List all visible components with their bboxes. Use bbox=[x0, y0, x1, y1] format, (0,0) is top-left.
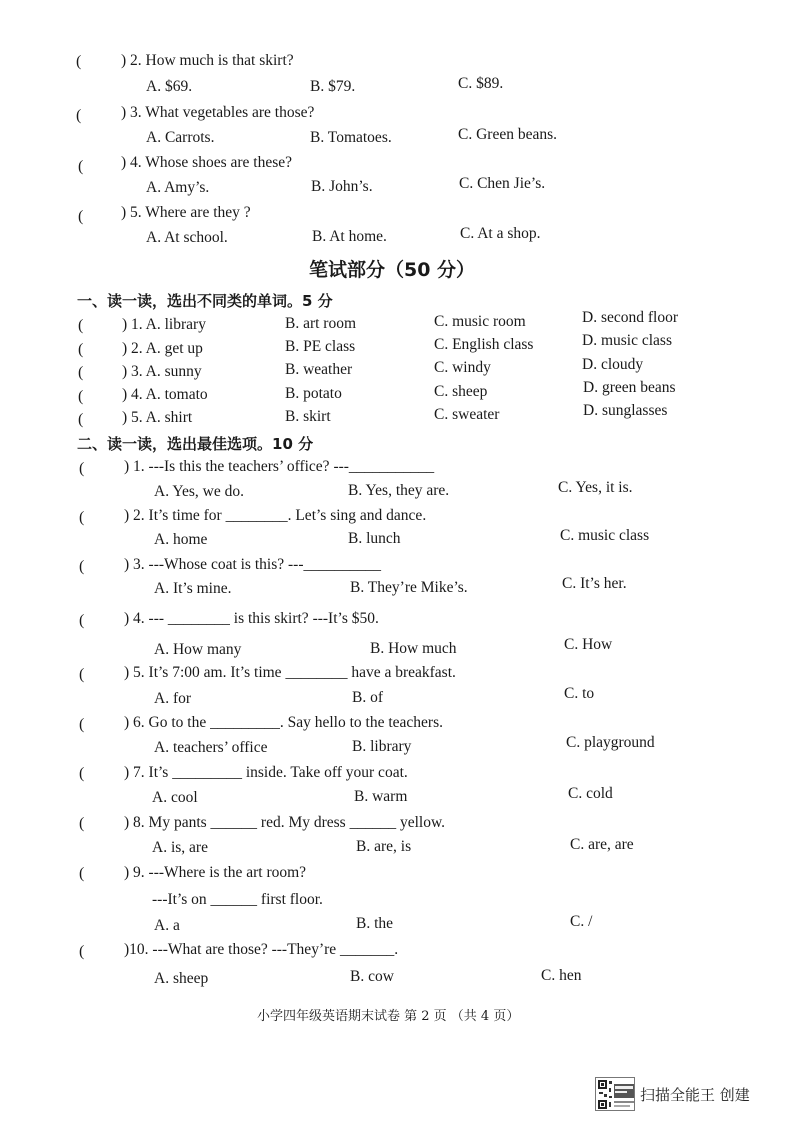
option-c: C. / bbox=[570, 913, 593, 930]
item-option-b: B. art room bbox=[285, 315, 357, 332]
question-text: ) 6. Go to the _________. Say hello to the teachers. bbox=[124, 714, 443, 731]
item-option-d: D. green beans bbox=[583, 379, 676, 396]
option-b: B. lunch bbox=[348, 530, 401, 547]
answer-paren: ( bbox=[78, 388, 84, 405]
option-c: C. playground bbox=[566, 734, 655, 751]
option-b: B. library bbox=[352, 738, 412, 755]
option-c: C. Yes, it is. bbox=[558, 479, 633, 496]
item-option-b: B. weather bbox=[285, 361, 353, 378]
part1-heading: 一、读一读，选出不同类的单词。5 分 bbox=[77, 292, 333, 310]
option-b: B. cow bbox=[350, 968, 394, 985]
option-c: C. $89. bbox=[458, 75, 504, 92]
answer-paren: ( bbox=[78, 158, 84, 175]
item-option-c: C. windy bbox=[434, 359, 491, 376]
answer-paren: ( bbox=[79, 815, 85, 832]
option-b: B. They’re Mike’s. bbox=[350, 579, 468, 596]
option-b: B. $79. bbox=[310, 78, 356, 95]
question-text: )10. ---What are those? ---They’re _______. bbox=[124, 941, 399, 958]
question-text: ) 5. Where are they ? bbox=[121, 204, 251, 221]
option-b: B. of bbox=[352, 689, 383, 706]
option-a: A. cool bbox=[152, 789, 198, 806]
item-option-c: C. music room bbox=[434, 313, 526, 330]
option-a: A. At school. bbox=[146, 229, 228, 246]
item-option-d: D. cloudy bbox=[582, 356, 644, 373]
item-option-a: ) 1. A. library bbox=[122, 316, 206, 333]
question-text: ) 4. Whose shoes are these? bbox=[121, 154, 293, 171]
option-c: C. It’s her. bbox=[562, 575, 627, 592]
option-a: A. Amy’s. bbox=[146, 179, 210, 196]
question-text: ) 3. ---Whose coat is this? ---__________ bbox=[124, 556, 381, 573]
question-text: ) 4. --- ________ is this skirt? ---It’s $50. bbox=[124, 610, 379, 627]
option-a: A. sheep bbox=[154, 970, 209, 987]
written-section-title: 笔试部分（50 分） bbox=[309, 259, 476, 281]
option-c: C. are, are bbox=[570, 836, 634, 853]
question-text: ) 8. My pants ______ red. My dress ______ yellow. bbox=[124, 814, 446, 831]
question-text: ) 1. ---Is this the teachers’ office? ---___________ bbox=[124, 458, 435, 475]
answer-paren: ( bbox=[79, 865, 85, 882]
page-footer: 小学四年级英语期末试卷 第 2 页 （共 4 页） bbox=[257, 1009, 520, 1024]
question-text: ) 9. ---Where is the art room? bbox=[124, 864, 307, 881]
option-a: A. home bbox=[154, 531, 208, 548]
question-text: ) 2. How much is that skirt? bbox=[121, 52, 294, 69]
option-a: A. It’s mine. bbox=[154, 580, 232, 597]
item-option-c: C. English class bbox=[434, 336, 534, 353]
item-option-b: B. potato bbox=[285, 385, 342, 402]
option-b: B. How much bbox=[370, 640, 457, 657]
option-c: C. At a shop. bbox=[460, 225, 541, 242]
item-option-c: C. sweater bbox=[434, 406, 500, 423]
option-b: B. Yes, they are. bbox=[348, 482, 450, 499]
item-option-b: B. PE class bbox=[285, 338, 356, 355]
question-text: ) 3. What vegetables are those? bbox=[121, 104, 315, 121]
question-text: ) 7. It’s _________ inside. Take off your coat. bbox=[124, 764, 408, 781]
option-a: A. $69. bbox=[146, 78, 193, 95]
item-option-a: ) 2. A. get up bbox=[122, 340, 203, 357]
option-b: B. warm bbox=[354, 788, 408, 805]
answer-paren: ( bbox=[79, 666, 85, 683]
item-option-c: C. sheep bbox=[434, 383, 488, 400]
answer-paren: ( bbox=[78, 364, 84, 381]
answer-paren: ( bbox=[78, 411, 84, 428]
option-b: B. the bbox=[356, 915, 394, 932]
option-b: B. John’s. bbox=[311, 178, 373, 195]
option-b: B. At home. bbox=[312, 228, 387, 245]
option-a: A. Carrots. bbox=[146, 129, 215, 146]
option-a: A. How many bbox=[154, 641, 242, 658]
item-option-b: B. skirt bbox=[285, 408, 331, 425]
qr-code-icon bbox=[595, 1077, 635, 1111]
option-a: A. for bbox=[154, 690, 192, 707]
part2-heading: 二、读一读，选出最佳选项。10 分 bbox=[77, 435, 314, 453]
option-b: B. are, is bbox=[356, 838, 412, 855]
answer-paren: ( bbox=[79, 460, 85, 477]
answer-paren: ( bbox=[79, 612, 85, 629]
option-a: A. teachers’ office bbox=[154, 739, 268, 756]
scanner-watermark-label: 扫描全能王 创建 bbox=[640, 1086, 750, 1104]
option-b: B. Tomatoes. bbox=[310, 129, 392, 146]
option-a: A. a bbox=[154, 917, 180, 934]
option-c: C. Green beans. bbox=[458, 126, 557, 143]
answer-paren: ( bbox=[79, 716, 85, 733]
option-c: C. Chen Jie’s. bbox=[459, 175, 546, 192]
answer-paren: ( bbox=[76, 53, 82, 70]
question-text: ) 2. It’s time for ________. Let’s sing and dance. bbox=[124, 507, 427, 524]
item-option-a: ) 3. A. sunny bbox=[122, 363, 202, 380]
option-c: C. music class bbox=[560, 527, 650, 544]
option-c: C. to bbox=[564, 685, 595, 702]
answer-paren: ( bbox=[78, 341, 84, 358]
answer-paren: ( bbox=[78, 208, 84, 225]
question-text: ) 5. It’s 7:00 am. It’s time ________ have a breakfast. bbox=[124, 664, 456, 681]
answer-paren: ( bbox=[76, 107, 82, 124]
option-a: A. Yes, we do. bbox=[154, 483, 244, 500]
option-c: C. cold bbox=[568, 785, 613, 802]
option-c: C. How bbox=[564, 636, 613, 653]
option-c: C. hen bbox=[541, 967, 582, 984]
answer-paren: ( bbox=[78, 317, 84, 334]
item-option-a: ) 5. A. shirt bbox=[122, 409, 193, 426]
answer-paren: ( bbox=[79, 558, 85, 575]
option-a: A. is, are bbox=[152, 839, 208, 856]
item-option-d: D. music class bbox=[582, 332, 672, 349]
answer-paren: ( bbox=[79, 943, 85, 960]
item-option-a: ) 4. A. tomato bbox=[122, 386, 208, 403]
answer-paren: ( bbox=[79, 765, 85, 782]
item-option-d: D. second floor bbox=[582, 309, 678, 326]
answer-paren: ( bbox=[79, 509, 85, 526]
question-text-line2: ---It’s on ______ first floor. bbox=[152, 891, 323, 908]
item-option-d: D. sunglasses bbox=[583, 402, 668, 419]
